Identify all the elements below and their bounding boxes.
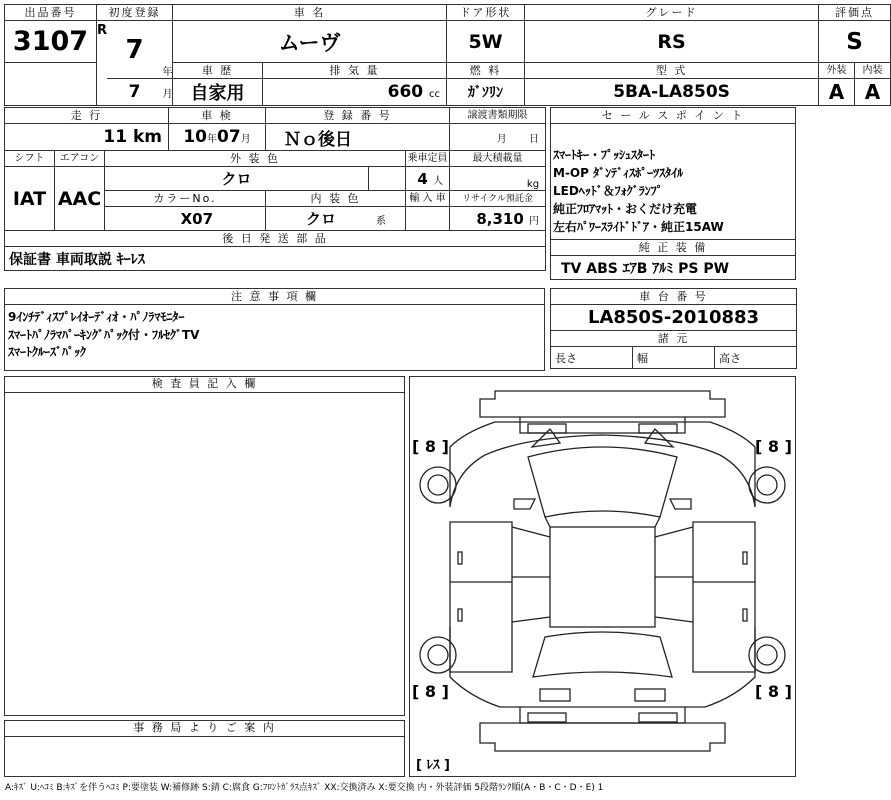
- car-outline: [410, 377, 795, 776]
- tire-rear-right: [ 8 ]: [755, 682, 792, 701]
- tire-front-right: [ 8 ]: [755, 437, 792, 456]
- header-table: [4, 4, 891, 106]
- recycle-unit: 円: [529, 215, 540, 227]
- score-label: 評価点: [819, 5, 891, 21]
- interior-label: 内装: [855, 63, 891, 79]
- fuel-label: 燃 料: [447, 63, 525, 79]
- legend-footer: A:ｷｽﾞ U:ﾍｺﾐ B:ｷｽﾞを伴うﾍｺﾐ P:要塗装 W:補修跡 S:錆 C:腐食 G:ﾌﾛﾝﾄｶﾞﾗｽ点ｷｽﾞ XX:交換済み X:要交換 内・外装評価 5段階ﾗﾝｸ順(A・B・C・D・E) 1: [5, 783, 604, 793]
- max-load: kg: [450, 167, 546, 191]
- inspection-year: 10: [183, 127, 208, 147]
- import-label: 輸 入 車: [406, 191, 450, 207]
- note-line: 9ｲﾝﾁﾃﾞｨｽﾌﾟﾚｲｵｰﾃﾞｨｵ・ﾊﾟﾉﾗﾏﾓﾆﾀｰ: [8, 310, 185, 324]
- sales-point-list: [551, 124, 796, 240]
- ac-label: エアコン: [55, 151, 105, 167]
- grade-label: グレード: [525, 5, 819, 21]
- color-number: X07: [105, 207, 266, 231]
- capacity-unit: 人: [433, 175, 444, 187]
- spare-tire: [ ﾚｽ ]: [416, 758, 450, 773]
- chassis-table: [550, 288, 797, 369]
- inspector-box: [4, 376, 405, 716]
- reg-no-label: 登 録 番 号: [266, 108, 450, 124]
- year-unit: 年: [163, 21, 173, 79]
- inspection-date: [169, 124, 266, 151]
- door-label: ドア形状: [447, 5, 525, 21]
- mileage-value: 11: [103, 127, 128, 147]
- exterior-color: クロ: [105, 167, 369, 191]
- transfer-label: 譲渡書類期限: [450, 108, 546, 124]
- sales-point-label: セ ー ル ス ポ イ ン ト: [551, 108, 796, 124]
- chassis-label: 車 台 番 号: [551, 289, 797, 305]
- sales-point-line: LEDﾍｯﾄﾞ＆ﾌｫｸﾞﾗﾝﾌﾟ: [553, 184, 663, 198]
- interior-color: [266, 207, 406, 231]
- exterior-label: 外装: [819, 63, 855, 79]
- reg-year: 7: [107, 21, 163, 79]
- interior-color-unit: 系: [376, 216, 387, 227]
- later-parts-label: 後 日 発 送 部 品: [5, 231, 546, 247]
- equipment-label: 純 正 装 備: [551, 240, 796, 256]
- door-type: 5W: [447, 21, 525, 63]
- load-label: 最大積載量: [450, 151, 546, 167]
- inspection-year-unit: 年: [207, 134, 218, 145]
- reg-number: Ｎｏ後日: [266, 124, 450, 151]
- notes-list: [5, 305, 545, 371]
- car-name: ムーヴ: [173, 21, 447, 63]
- shift-label: シフト: [5, 151, 55, 167]
- specs-label: 諸 元: [551, 331, 797, 347]
- lot-label: 出品番号: [5, 5, 97, 21]
- tire-rear-left: [ 8 ]: [412, 682, 449, 701]
- air-conditioner: AAC: [55, 167, 105, 231]
- color-no-label: カラーNo.: [105, 191, 266, 207]
- history-label: 車 歴: [173, 63, 263, 79]
- recycle-value: 8,310: [476, 209, 524, 228]
- fuel: ｶﾞｿﾘﾝ: [447, 79, 525, 106]
- note-line: ｽﾏｰﾄﾊﾟﾉﾗﾏﾊﾟｰｷﾝｸﾞﾊﾟｯｸ付・ﾌﾙｾｸﾞTV: [8, 327, 200, 342]
- color-extra: [369, 167, 406, 191]
- interior-color-value: クロ: [306, 210, 337, 228]
- model-label: 型 式: [525, 63, 819, 79]
- month-unit: 月: [163, 79, 173, 106]
- displacement-value: 660: [387, 82, 424, 102]
- mileage-unit: km: [132, 127, 163, 147]
- lot-blank: [5, 63, 97, 106]
- recycle-fee: [450, 207, 546, 231]
- inspection-month: 07: [217, 127, 241, 147]
- transfer-month-unit: 月: [496, 133, 507, 145]
- color-label: 外 装 色: [105, 151, 406, 167]
- car-diagram: [409, 376, 796, 777]
- displacement: [263, 79, 447, 106]
- shift: IAT: [5, 167, 55, 231]
- capacity-label: 乗車定員: [406, 151, 450, 167]
- tire-front-left: [ 8 ]: [412, 437, 449, 456]
- office-box: [4, 720, 405, 777]
- sales-point-line: 純正ﾌﾛｱﾏｯﾄ・おくだけ充電: [553, 202, 698, 216]
- notes-label: 注 意 事 項 欄: [5, 289, 545, 305]
- height-label: 高さ: [715, 347, 797, 369]
- recycle-label: リサイクル預託金: [450, 191, 546, 207]
- mileage: [5, 124, 169, 151]
- exterior-grade: A: [819, 79, 855, 106]
- lot-number: 3107: [5, 21, 97, 63]
- era: R: [97, 21, 107, 106]
- inspection-label: 車 検: [169, 108, 266, 124]
- mileage-label: 走 行: [5, 108, 169, 124]
- chassis-number: LA850S-2010883: [551, 305, 797, 331]
- sales-point-line: M-OP ﾀﾞﾝﾃﾞｨｽﾎﾟｰﾂｽﾀｲﾙ: [553, 166, 684, 180]
- office-label: 事 務 局 よ り ご 案 内: [5, 721, 404, 737]
- sales-point-table: [550, 107, 796, 280]
- score: S: [819, 21, 891, 63]
- car-history: 自家用: [173, 79, 263, 106]
- displacement-label: 排 気 量: [263, 63, 447, 79]
- sales-point-line: 左右ﾊﾟﾜｰｽﾗｲﾄﾞﾄﾞｱ・純正15AW: [553, 220, 724, 234]
- transfer-deadline: [450, 124, 546, 151]
- model-code: 5BA-LA850S: [525, 79, 819, 106]
- capacity-value: 4: [417, 169, 428, 188]
- grade: RS: [525, 21, 819, 63]
- equipment: TV ABS ｴｱB ｱﾙﾐ PS PW: [551, 256, 796, 280]
- notes-table: [4, 288, 545, 371]
- interior-grade: A: [855, 79, 891, 106]
- note-line: ｽﾏｰﾄｸﾙｰｽﾞﾊﾟｯｸ: [8, 345, 87, 359]
- capacity: [406, 167, 450, 191]
- inspector-label: 検 査 員 記 入 欄: [5, 377, 404, 393]
- later-parts: 保証書 車両取説 ｷｰﾚｽ: [5, 247, 546, 271]
- transfer-day-unit: 日: [529, 133, 540, 145]
- car-name-label: 車 名: [173, 5, 447, 21]
- int-color-label: 内 装 色: [266, 191, 406, 207]
- first-reg-label: 初度登録: [97, 5, 173, 21]
- inspection-month-unit: 月: [240, 134, 251, 145]
- reg-month: 7: [107, 79, 163, 106]
- detail-table: [4, 107, 546, 271]
- sales-point-line: ｽﾏｰﾄｷｰ・ﾌﾟｯｼｭｽﾀｰﾄ: [553, 148, 656, 162]
- width-label: 幅: [633, 347, 715, 369]
- import-car: [406, 207, 450, 231]
- length-label: 長さ: [551, 347, 633, 369]
- displacement-unit: cc: [429, 89, 441, 100]
